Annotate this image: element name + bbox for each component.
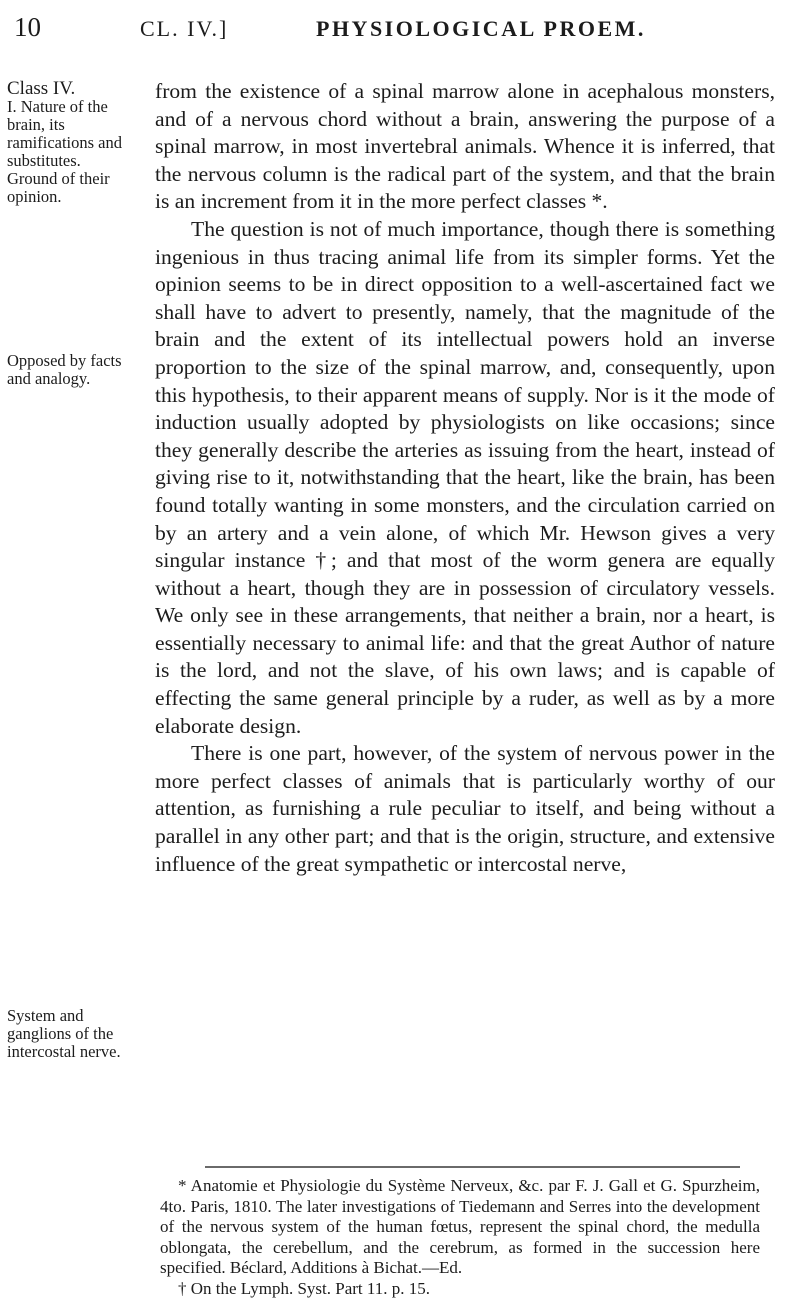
class-label: Class IV. (7, 80, 125, 98)
footnote: † On the Lymph. Syst. Part 11. p. 15. (160, 1279, 760, 1299)
paragraph: There is one part, however, of the system of nervous power in the more perfect classes of animals that is particularly worthy of our attention, as furnishing a rule peculiar to itself, and being without a parallel in any other part; and that is the origin, structure, and extensive influence of the great sympathetic or intercostal nerve, (155, 740, 775, 878)
chapter-reference: CL. IV.] (140, 16, 228, 42)
footnote: * Anatomie et Physiologie du Système Nerveux, &c. par F. J. Gall et G. Spurzheim, 4to. Paris, 1810. The later investigations of Tiedemann and Serres into the development of the nervous system of the human fœtus, represent the spinal chord, the medulla oblongata, the cerebellum, and the cerebrum, as formed in the succession here specified. Béclard, Additions à Bichat.—Ed. (160, 1176, 760, 1279)
paragraph: from the existence of a spinal marrow alone in acephalous monsters, and of a nervous chord without a brain, answering the purpose of a spinal marrow, in most invertebral animals. Whence it is inferred, that the nervous column is the radical part of the system, and that the brain is an increment from it in the more perfect classes *. (155, 78, 775, 216)
paragraph: The question is not of much importance, though there is something ingenious in thus tracing animal life from its simpler forms. Yet the opinion seems to be in direct opposition to a well-ascertained fact we shall have to advert to presently, namely, that the magnitude of the brain and the extent of its intellectual powers hold an inverse proportion to the size of the spinal marrow, and, consequently, upon this hypothesis, to their apparent means of supply. Nor is it the mode of induction usually adopted by physiologists on like occasions; since they generally describe the arteries as issuing from the heart, instead of giving rise to it, notwithstanding that the heart, like the brain, has been found totally wanting in some monsters, and the circulation carried on by an artery and a vein alone, of which Mr. Hewson gives a very singular instance †; and that most of the worm genera are equally without a heart, though they are in possession of circulatory vessels. We only see in these arrangements, that neither a brain, nor a heart, is essentially necessary to animal life: and that the great Author of nature is the lord, and not the slave, of his own laws; and is capable of effecting the same general principle by a ruder, as well as by a more elaborate design. (155, 216, 775, 740)
sidenote-nature-of-brain (7, 80, 125, 206)
running-head (14, 12, 774, 52)
page-number: 10 (14, 12, 41, 43)
running-title: PHYSIOLOGICAL PROEM. (316, 16, 646, 42)
sidenote-opposed-by-facts: Opposed by facts and analogy. (7, 352, 125, 388)
sidenote-intercostal-nerve: System and ganglions of the intercostal nerve. (7, 1007, 125, 1061)
body-text (155, 78, 775, 878)
footnote-divider (205, 1166, 740, 1168)
sidenote-text: I. Nature of the brain, its ramifications and substitutes. Ground of their opinion. (7, 98, 125, 206)
footnotes (160, 1176, 760, 1299)
